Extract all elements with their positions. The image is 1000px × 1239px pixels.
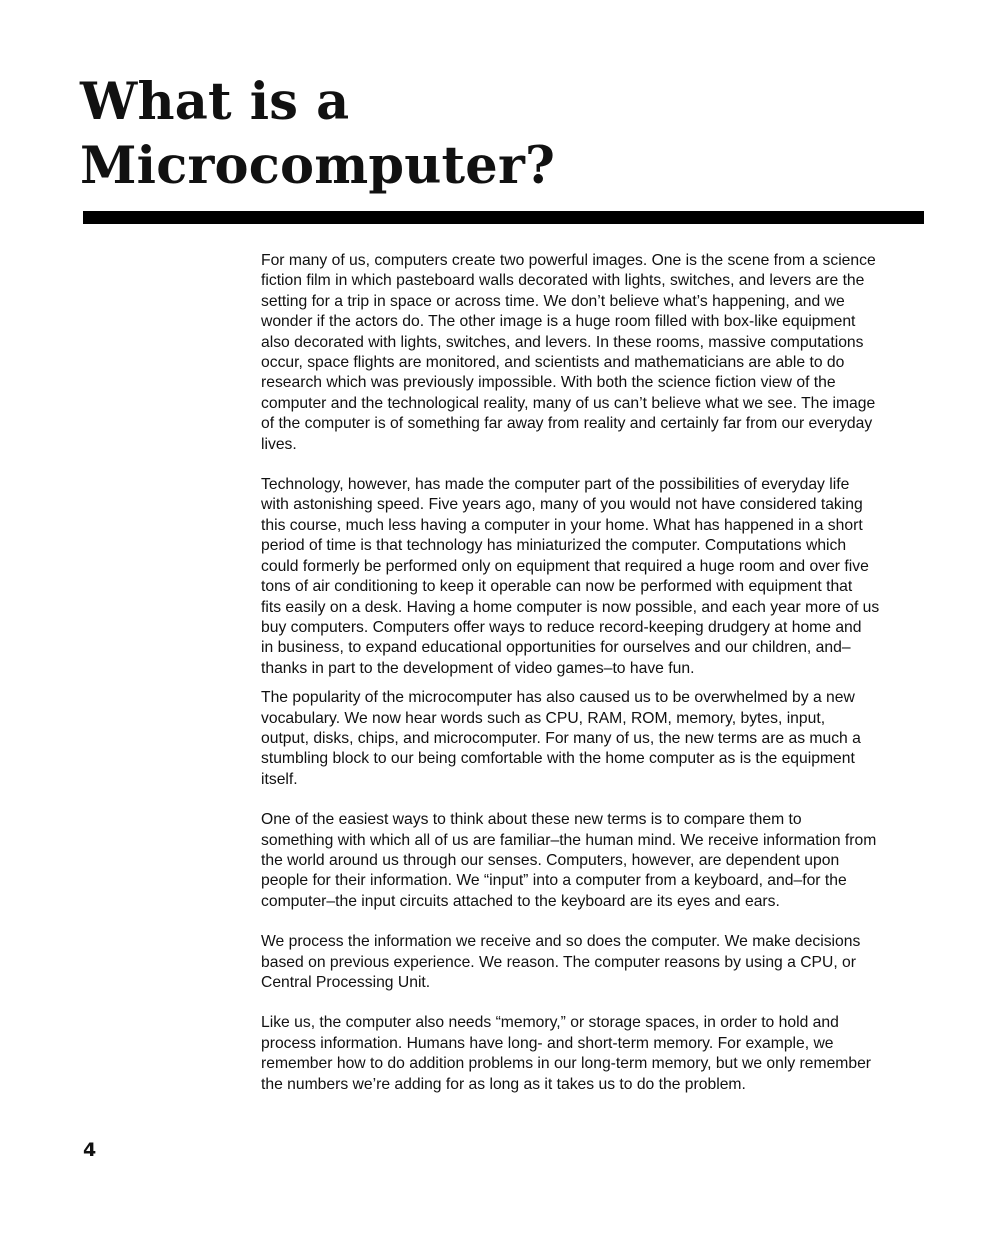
text-line: lives. [261, 435, 297, 453]
text-line: people for their information. We “input” into a computer from a keyboard, and–for the [261, 872, 847, 890]
text-line: occur, space flights are monitored, and scientists and mathematicians are able to do [261, 354, 845, 372]
text-line: stumbling block to our being comfortable with the home computer as is the equipment [261, 750, 855, 768]
text-line: Central Processing Unit. [261, 974, 431, 991]
paragraph-3 [261, 688, 927, 790]
text-line: the world around us through our senses. Computers, however, are dependent upon [261, 851, 840, 869]
paragraph-2 [261, 475, 927, 679]
text-line: setting for a trip in space or across time. We don’t believe what’s happening, and we [261, 292, 845, 310]
text-line: also decorated with lights, switches, and levers. In these rooms, massive computations [261, 333, 864, 351]
title-line-2: Microcomputer? [80, 136, 556, 196]
title-divider [83, 211, 924, 224]
page-number: 4 [83, 1139, 97, 1161]
text-line: process information. Humans have long- and short-term memory. For example, we [261, 1034, 834, 1052]
text-line: output, disks, chips, and microcomputer. For many of us, the new terms are as much a [261, 729, 861, 747]
text-line: in business, to expand educational opportunities for ourselves and our children, and– [261, 639, 851, 657]
text-line: period of time is that technology has miniaturized the computer. Computations which [261, 537, 847, 555]
text-line: computer and the technological reality, many of us can’t believe what we see. The image [261, 394, 876, 412]
text-line: could formerly be performed only on equipment that required a huge room and over five [261, 557, 869, 575]
text-line: fiction film in which pasteboard walls decorated with lights, switches, and levers are the [261, 272, 865, 290]
text-line: based on previous experience. We reason. The computer reasons by using a CPU, or [261, 953, 856, 971]
text-line: vocabulary. We now hear words such as CPU, RAM, ROM, memory, bytes, input, [261, 709, 826, 727]
paragraph-5 [261, 932, 927, 993]
text-line: of the computer is of something far away from reality and certainly far from our everyday [261, 415, 873, 433]
title-line-1: What is a [80, 72, 350, 132]
text-line: itself. [261, 770, 298, 788]
paragraph-6 [261, 1013, 927, 1095]
text-line: For many of us, computers create two powerful images. One is the scene from a science [261, 252, 876, 269]
text-line: with astonishing speed. Five years ago, many of you would not have considered taking [261, 496, 863, 514]
text-line: research which was previously impossible. With both the science fiction view of the [261, 374, 836, 392]
text-line: something with which all of us are familiar–the human mind. We receive information from [261, 831, 877, 849]
text-line: Technology, however, has made the computer part of the possibilities of everyday life [261, 476, 850, 494]
text-line: buy computers. Computers offer ways to reduce record-keeping drudgery at home and [261, 618, 862, 636]
text-line: We process the information we receive and so does the computer. We make decisions [261, 933, 861, 951]
text-line: Like us, the computer also needs “memory,” or storage spaces, in order to hold and [261, 1014, 839, 1032]
paragraph-1 [261, 251, 927, 455]
text-line: The popularity of the microcomputer has also caused us to be overwhelmed by a new [261, 689, 855, 707]
paragraph-4 [261, 810, 927, 912]
text-line: remember how to do addition problems in our long-term memory, but we only remember [261, 1055, 872, 1073]
text-line: this course, much less having a computer in your home. What has happened in a short [261, 516, 863, 534]
body-text [261, 251, 927, 1095]
text-line: thanks in part to the development of video games–to have fun. [261, 659, 695, 677]
text-line: tons of air conditioning to keep it operable can now be performed with equipment that [261, 578, 853, 596]
text-line: computer–the input circuits attached to the keyboard are its eyes and ears. [261, 892, 780, 910]
text-line: wonder if the actors do. The other image is a huge room filled with box-like equipment [261, 313, 856, 331]
text-line: fits easily on a desk. Having a home computer is now possible, and each year more of us [261, 598, 880, 616]
text-line: the numbers we’re adding for as long as it takes us to do the problem. [261, 1075, 746, 1093]
text-line: One of the easiest ways to think about these new terms is to compare them to [261, 811, 802, 829]
page-title [80, 70, 680, 198]
